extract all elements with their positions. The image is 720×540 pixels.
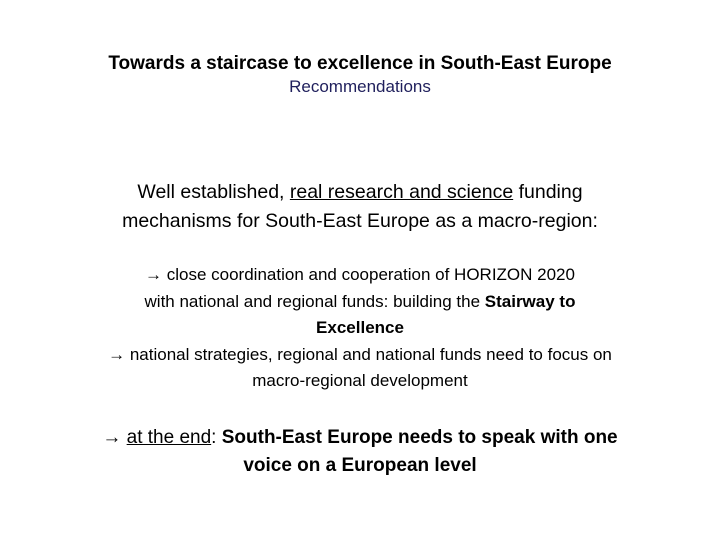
arrow-right-icon: → — [102, 427, 122, 448]
lead-text: funding — [513, 181, 583, 203]
lead-statement — [40, 178, 680, 236]
bullet-1-line-3 — [30, 315, 690, 342]
bullet-text: close coordination and cooperation of HORIZON 2020 — [162, 265, 575, 284]
final-colon: : — [211, 427, 222, 448]
lead-underlined-text: real research and science — [289, 181, 514, 203]
slide-subtitle: Recommendations — [289, 77, 431, 96]
bullet-1-line-1 — [30, 262, 690, 289]
bullet-text: with national and regional funds: building the — [144, 291, 485, 311]
bullet-list — [30, 262, 690, 395]
final-statement — [30, 424, 690, 480]
bullet-2-line-1 — [30, 342, 690, 369]
lead-text: Well established, — [137, 181, 290, 203]
arrow-right-icon: → — [108, 344, 126, 364]
final-line-1 — [30, 424, 690, 452]
bullet-bold-text: Stairway to — [484, 291, 576, 311]
bullet-text: national strategies, regional and national funds need to focus on — [125, 344, 612, 364]
lead-line-1 — [40, 178, 680, 207]
arrow-right-icon: → — [145, 265, 163, 284]
final-line-2: voice on a European level — [243, 455, 477, 476]
bullet-bold-text: Excellence — [316, 318, 404, 337]
final-bold-text: South-East Europe needs to speak with one — [221, 427, 618, 448]
bullet-2-line-2: macro-regional development — [252, 371, 468, 390]
bullet-1-line-2 — [30, 289, 690, 316]
lead-line-2: mechanisms for South-East Europe as a macro-region: — [122, 210, 598, 232]
final-underlined-text: at the end — [126, 427, 212, 448]
slide-title: Towards a staircase to excellence in South-East Europe — [108, 53, 612, 74]
